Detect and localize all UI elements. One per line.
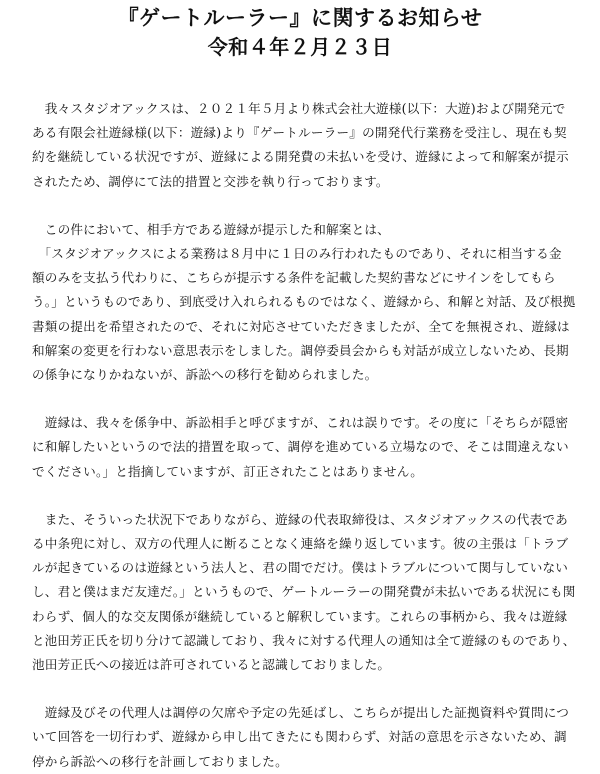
paragraph-settlement-proposal bbox=[32, 218, 578, 387]
text-line: ある有限会社遊縁様(以下：遊縁)より『ゲートルーラー』の開発代行業務を受注し、現在も契 bbox=[32, 125, 567, 141]
text-line: また、そういった状況下でありながら、遊縁の代表取締役は、スタジオアックスの代表であ bbox=[32, 511, 568, 527]
announcement-date: 令和４年２月２３日 bbox=[207, 35, 393, 59]
text-line: 我々スタジオアックスは、２０２１年５月より株式会社大遊様(以下：大遊)および開発元で bbox=[32, 101, 566, 116]
text-line: る中条兜に対し、双方の代理人に断ることなく連絡を繰り返しています。彼の主張は「トラブ bbox=[32, 536, 569, 552]
text-line: ルが起きているのは遊縁という法人と、君の間でだけ。僕はトラブルについて関与していない bbox=[32, 560, 569, 576]
text-line: でください。」と指摘していますが、訂正されたことはありません。 bbox=[32, 463, 424, 479]
text-line: 和解案の変更を行わない意思表示をしました。調停委員会からも対話が成立しないため、長期 bbox=[32, 342, 569, 358]
text-line: 書類の提出を希望されたので、それに対応させていただきましたが、全てを無視され、遊縁は bbox=[32, 318, 570, 334]
page-title: 『ゲートルーラー』に関するお知らせ bbox=[117, 6, 483, 30]
paragraph-litigation-terminology bbox=[32, 411, 578, 484]
text-line: に和解したいというので法的措置を取って、調停を進めている立場なので、そこは間違えない bbox=[32, 439, 569, 455]
paragraph-direct-contact bbox=[32, 508, 578, 677]
text-line: し、君と僕はまだ友達だ。」というもので、ゲートルーラーの開発費が未払いである状況にも関 bbox=[32, 584, 576, 600]
text-line: の係争になりかねないが、訴訟への移行を勧められました。 bbox=[32, 367, 378, 383]
text-line: この件において、相手方である遊縁が提示した和解案とは、 bbox=[32, 221, 390, 237]
text-line: 停から訴訟への移行を計画しておりました。 bbox=[32, 753, 288, 769]
text-line: 約を継続している状況ですが、遊縁による開発費の未払いを受け、遊縁によって和解案が提示 bbox=[32, 149, 569, 165]
text-line: 池田芳正氏への接近は許可されていると認識しておりました。 bbox=[32, 657, 391, 673]
text-line: と池田芳正氏を切り分けて認識しており、我々に対する代理人の通知は全て遊縁のものであり、 bbox=[32, 632, 576, 648]
text-line: されたため、調停にて法的措置と交渉を執り行っております。 bbox=[32, 173, 389, 189]
text-line: 遊縁及びその代理人は調停の欠席や予定の先延ばし、こちらが提出した証拠資料や質問につ bbox=[32, 705, 570, 721]
text-line: 額のみを支払う代わりに、こちらが提示する条件を記載した契約書などにサインをしてもら bbox=[32, 270, 556, 286]
text-line: 「スタジオアックスによる業務は８月中に１日のみ行われたものであり、それに相当する金 bbox=[32, 246, 562, 262]
paragraph-litigation-plan bbox=[32, 701, 578, 774]
text-line: 遊縁は、我々を係争中、訴訟相手と呼びますが、これは誤りです。その度に「そちらが隠密 bbox=[32, 415, 569, 431]
text-line: う。」というものであり、到底受け入れられるものではなく、遊縁から、和解と対話、及び根拠 bbox=[32, 294, 576, 310]
paragraph-contract-background bbox=[32, 97, 578, 194]
text-line: わらず、個人的な交友関係が継続していると解釈しています。これらの事柄から、我々は遊縁 bbox=[32, 608, 568, 624]
text-line: いて回答を一切行わず、遊縁から申し出てきたにも関わらず、対話の意思を示さないため、調 bbox=[32, 729, 567, 745]
announcement-body bbox=[32, 97, 578, 774]
